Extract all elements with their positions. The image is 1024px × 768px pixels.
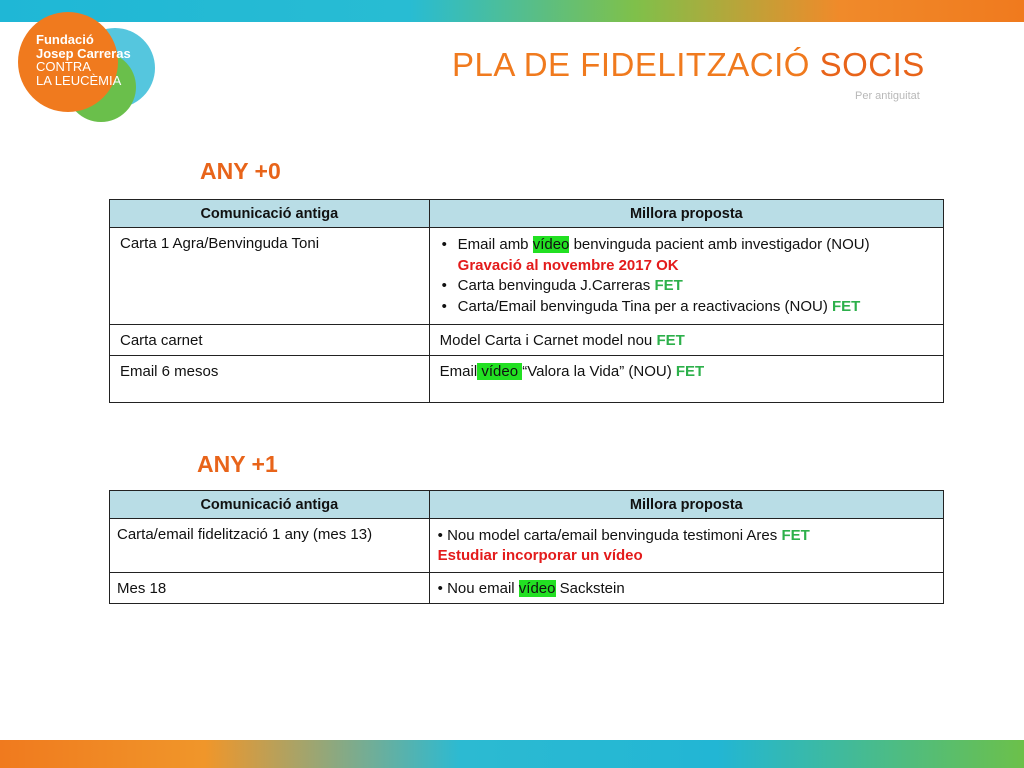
table-row [110,228,944,325]
logo-line-2: Josep Carreras [36,45,131,61]
proposal-list [440,235,933,317]
text: Sackstein [559,580,625,597]
title-main: PLA DE FIDELITZACIÓ [452,46,810,83]
table-any-0 [109,199,944,403]
section-heading-any-0: ANY +0 [200,158,281,184]
list-item [440,235,933,276]
bottom-gradient-bar [0,740,1024,768]
text: benvinguda pacient amb investigador (NOU) [573,236,870,253]
fet-badge: FET [656,332,685,349]
logo-line-3: CONTRA [36,59,91,74]
table-header-row [110,200,944,228]
text: Nou email [447,580,515,597]
text: Carta/Email benvinguda Tina per a reactivacions (NOU) [457,297,828,315]
header-new: Millora proposta [429,200,943,228]
video-highlight: vídeo [532,236,570,253]
page-title [452,46,925,84]
section-heading-any-1: ANY +1 [197,451,278,477]
cell-new [429,228,943,325]
cell-new [429,356,943,403]
text: Email amb [457,236,529,253]
table-any-1 [109,490,944,604]
cell-old: Carta 1 Agra/Benvinguda Toni [110,228,430,325]
header-old: Comunicació antiga [110,200,430,228]
cell-new [429,519,943,573]
page-subtitle: Per antiguitat [855,90,920,102]
bullet: • [437,580,443,597]
status-red: Gravació al novembre 2017 OK [457,256,679,274]
fet-badge: FET [781,527,810,544]
proposal-line [438,526,933,546]
text: Nou model carta/email benvinguda testimoni Ares [447,527,778,544]
fet-badge: FET [654,277,683,294]
table-row [110,573,944,604]
table-row [110,356,944,403]
list-item [440,297,933,318]
header-new: Millora proposta [429,491,943,519]
status-red: Estudiar incorporar un vídeo [437,547,643,564]
fundacio-logo [12,6,162,121]
cell-new [429,325,943,356]
cell-old: Carta/email fidelització 1 any (mes 13) [110,519,430,573]
table-row [110,325,944,356]
table-row [110,519,944,573]
logo-line-4: LA LEUCÈMIA [36,72,122,88]
table-header-row [110,491,944,519]
bullet: • [437,527,443,544]
text: Model Carta i Carnet model nou [439,332,653,349]
cell-old: Email 6 mesos [110,356,430,403]
title-emphasis: SOCIS [819,46,925,83]
cell-old: Carta carnet [110,325,430,356]
list-item [440,276,933,297]
video-highlight: vídeo [518,580,556,597]
text: Carta benvinguda J.Carreras [457,277,651,294]
cell-old: Mes 18 [110,573,430,604]
text: Email [439,363,478,380]
text: “Valora la Vida” (NOU) [522,363,672,380]
video-highlight: vídeo [477,363,523,380]
header-old: Comunicació antiga [110,491,430,519]
fet-badge: FET [832,297,861,315]
logo-line-1: Fundació [36,32,94,47]
logo-text [36,33,131,87]
fet-badge: FET [675,363,705,380]
cell-new [429,573,943,604]
